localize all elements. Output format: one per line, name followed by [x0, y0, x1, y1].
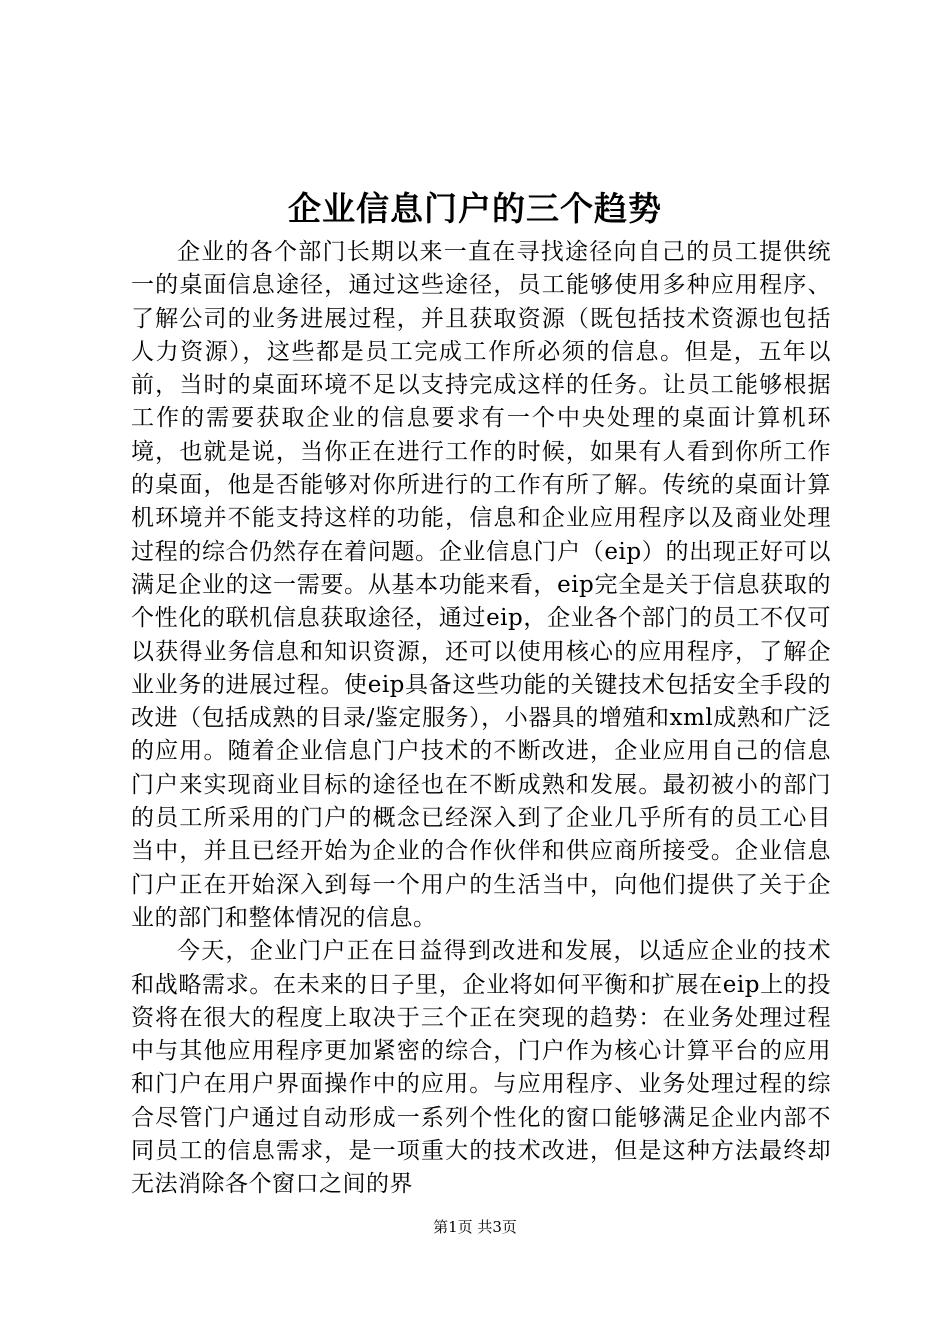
paragraph-2: 今天，企业门户正在日益得到改进和发展，以适应企业的技术和战略需求。在未来的日子里，企业将如何平衡和扩展在eip上的投资将在很大的程度上取决于三个正在突现的趋势：在业务处理过程中与其他应用程序更加紧密的综合，门户作为核心计算平台的应用和门户在用户界面操作中的应用。与应用程序、业务处理过程的综合尽管门户通过自动形成一系列个性化的窗口能够满足企业内部不同员工的信息需求，是一项重大的技术改进，但是这种方法最终却无法消除各个窗口之间的界: [131, 938, 831, 1198]
paragraph-1: 企业的各个部门长期以来一直在寻找途径向自己的员工提供统一的桌面信息途径，通过这些途径，员工能够使用多种应用程序、了解公司的业务进展过程，并且获取资源（既包括技术资源也包括人力资源），这些都是员工完成工作所必须的信息。但是，五年以前，当时的桌面环境不足以支持完成这样的任务。让员工能够根据工作的需要获取企业的信息要求有一个中央处理的桌面计算机环境，也就是说，当你正在进行工作的时候，如果有人看到你所工作的桌面，他是否能够对你所进行的工作有所了解。传统的桌面计算机环境并不能支持这样的功能，信息和企业应用程序以及商业处理过程的综合仍然存在着问题。企业信息门户（eip）的出现正好可以满足企业的这一需要。从基本功能来看，eip完全是关于信息获取的个性化的联机信息获取途径，通过eip，企业各个部门的员工不仅可以获得业务信息和知识资源，还可以使用核心的应用程序，了解企业业务的进展过程。使eip具备这些功能的关键技术包括安全手段的改进（包括成熟的目录/鉴定服务），小器具的增殖和xml成熟和广泛的应用。随着企业信息门户技术的不断改进，企业应用自己的信息门户来实现商业目标的途径也在不断成熟和发展。最初被小的部门的员工所采用的门户的概念已经深入到了企业几乎所有的员工心目当中，并且已经开始为企业的合作伙伴和供应商所接受。企业信息门户正在开始深入到每一个用户的生活当中，向他们提供了关于企业的部门和整体情况的信息。: [131, 239, 831, 931]
document-title: 企业信息门户的三个趋势: [288, 189, 662, 228]
document-body: [131, 236, 831, 1202]
page-footer: 第1页 共3页: [433, 1218, 517, 1236]
